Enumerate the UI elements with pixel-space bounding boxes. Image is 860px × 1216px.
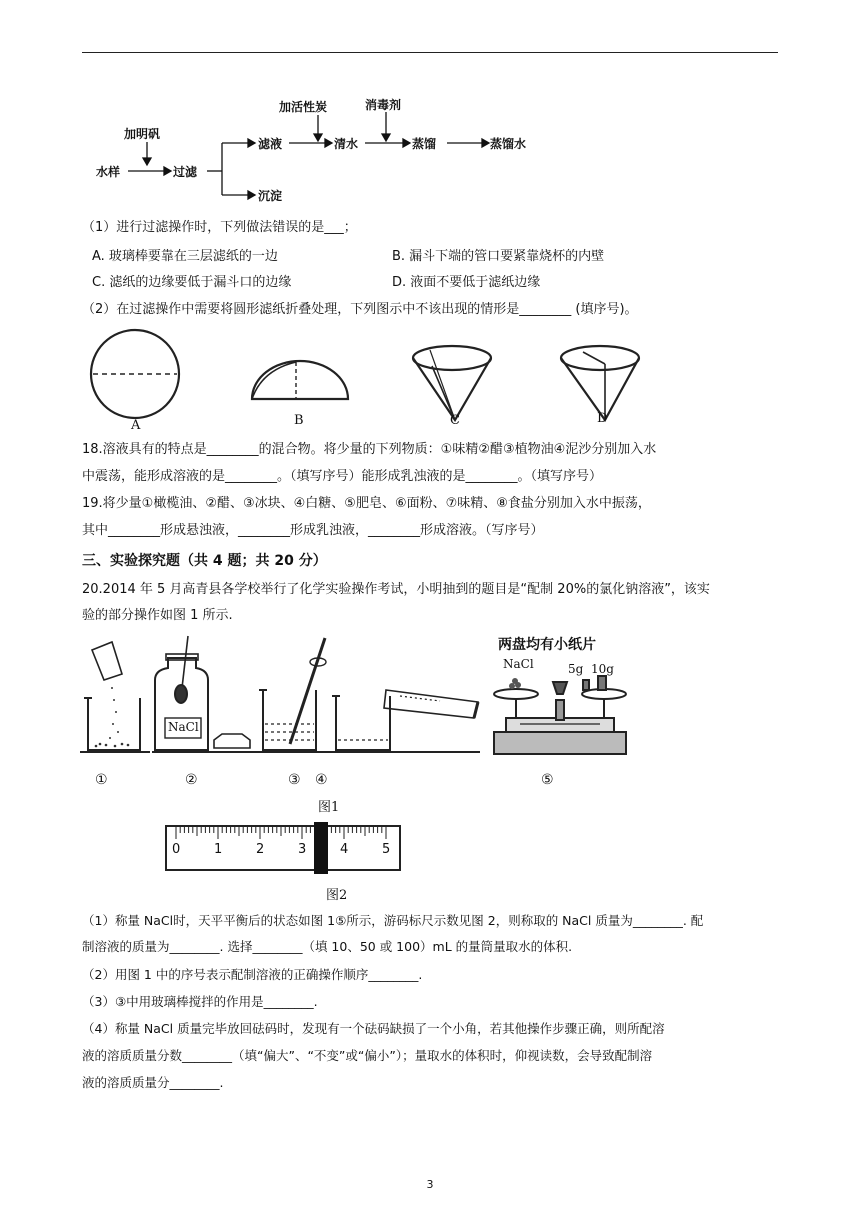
q17-1-option-c: C. 滤纸的边缘要低于漏斗口的边缘	[92, 275, 292, 290]
flow-filtrate: 滤液	[258, 137, 283, 151]
q17-1-option-b: B. 漏斗下端的管口要紧靠烧杯的内壁	[392, 249, 605, 264]
flow-clear-water: 清水	[334, 137, 359, 151]
ruler-tick-label: 2	[256, 842, 265, 857]
q17-2-stem: （2）在过滤操作中需要将圆形滤纸折叠处理，下列图示中不该出现的情形是________ (填序号)。	[82, 302, 638, 317]
q20-sub2: （2）用图 1 中的序号表示配制溶液的正确操作顺序________.	[82, 967, 423, 982]
figure-label-d: D	[597, 411, 608, 426]
balance-weights-label: 5g 10g	[568, 662, 614, 676]
figure-label-b: B	[294, 413, 304, 428]
step-label-2: ②	[185, 772, 198, 788]
q20-sub4-line-1: （4）称量 NaCl 质量完毕放回砝码时，发现有一个砝码缺损了一个小角，若其他操作步骤正确，则所配溶	[82, 1021, 665, 1036]
q20-line-2: 验的部分操作如图 1 所示.	[82, 608, 233, 623]
q20-sub4-line-3: 液的溶质质量分________.	[82, 1075, 224, 1090]
step-label-5: ⑤	[541, 772, 554, 788]
q20-sub4-line-2: 液的溶质质量分数________（填“偏大”、“不变”或“偏小”）；量取水的体积时，仰视读数，会导致配制溶	[82, 1048, 653, 1063]
q20-sub1-line-1: （1）称量 NaCl时，天平平衡后的状态如图 1⑤所示，游码标尺示数见图 2，则称取的 NaCl 质量为________. 配	[82, 913, 704, 928]
flow-water-sample: 水样	[96, 165, 121, 179]
ruler-tick-label: 0	[172, 842, 181, 857]
q20-line-1: 20.2014 年 5 月高青县各学校举行了化学实验操作考试，小明抽到的题目是“配制 20%的氯化钠溶液”，该实	[82, 582, 710, 597]
q17-1-option-a: A. 玻璃棒要靠在三层滤纸的一边	[92, 249, 278, 264]
q20-sub1-line-2: 制溶液的质量为________. 选择________（填 10、50 或 100）mL 的量筒量取水的体积.	[82, 939, 573, 954]
flow-filter: 过滤	[173, 165, 198, 179]
figure-label-c: C	[450, 413, 460, 428]
page-number: 3	[426, 1178, 434, 1191]
step-label-4: ④	[315, 772, 328, 788]
flowchart-arrows	[0, 0, 860, 220]
figure-label-a: A	[131, 418, 141, 433]
q19-line-2: 其中________形成悬浊液，________形成乳浊液，________形成溶液。（写序号）	[82, 523, 544, 538]
q18-line-1: 18.溶液具有的特点是________的混合物。将少量的下列物质：①味精②醋③植物油④泥沙分别加入水	[82, 442, 657, 457]
q20-sub3: （3）③中用玻璃棒搅拌的作用是________.	[82, 994, 318, 1009]
figure-1-caption: 图1	[318, 800, 340, 815]
bottle-nacl-label: NaCl	[168, 720, 199, 734]
figure-2-caption: 图2	[326, 888, 348, 903]
section-3-title: 三、实验探究题（共 4 题；共 20 分）	[82, 553, 327, 569]
balance-banner: 两盘均有小纸片	[498, 637, 596, 653]
ruler-tick-label: 5	[382, 842, 391, 857]
filter-paper-drawings	[0, 330, 860, 450]
q17-1-stem: （1）进行过滤操作时，下列做法错误的是___；	[82, 220, 357, 235]
q17-1-option-d: D. 液面不要低于滤纸边缘	[392, 275, 541, 290]
ruler-tick-label: 4	[340, 842, 349, 857]
flow-disinfectant: 消毒剂	[365, 98, 402, 112]
ruler-drawing	[0, 820, 860, 880]
flow-add-activated-carbon: 加活性炭	[279, 100, 328, 114]
ruler-tick-label: 1	[214, 842, 223, 857]
ruler-tick-label: 3	[298, 842, 307, 857]
step-label-1: ①	[95, 772, 108, 788]
figure-1-drawings	[0, 628, 860, 768]
flow-distill: 蒸馏	[412, 137, 437, 151]
q19-line-1: 19.将少量①橄榄油、②醋、③冰块、④白糖、⑤肥皂、⑥面粉、⑦味精、⑧食盐分别加入水中振荡，	[82, 496, 651, 511]
rider-marker	[314, 822, 328, 874]
flow-add-alum: 加明矾	[124, 127, 161, 141]
q18-line-2: 中震荡，能形成溶液的是________。（填写序号）能形成乳浊液的是________。（填写序号）	[82, 469, 603, 484]
flow-distilled-water: 蒸馏水	[490, 137, 527, 151]
step-label-3: ③	[288, 772, 301, 788]
flow-precipitate: 沉淀	[258, 189, 283, 203]
balance-nacl-label: NaCl	[503, 657, 534, 671]
